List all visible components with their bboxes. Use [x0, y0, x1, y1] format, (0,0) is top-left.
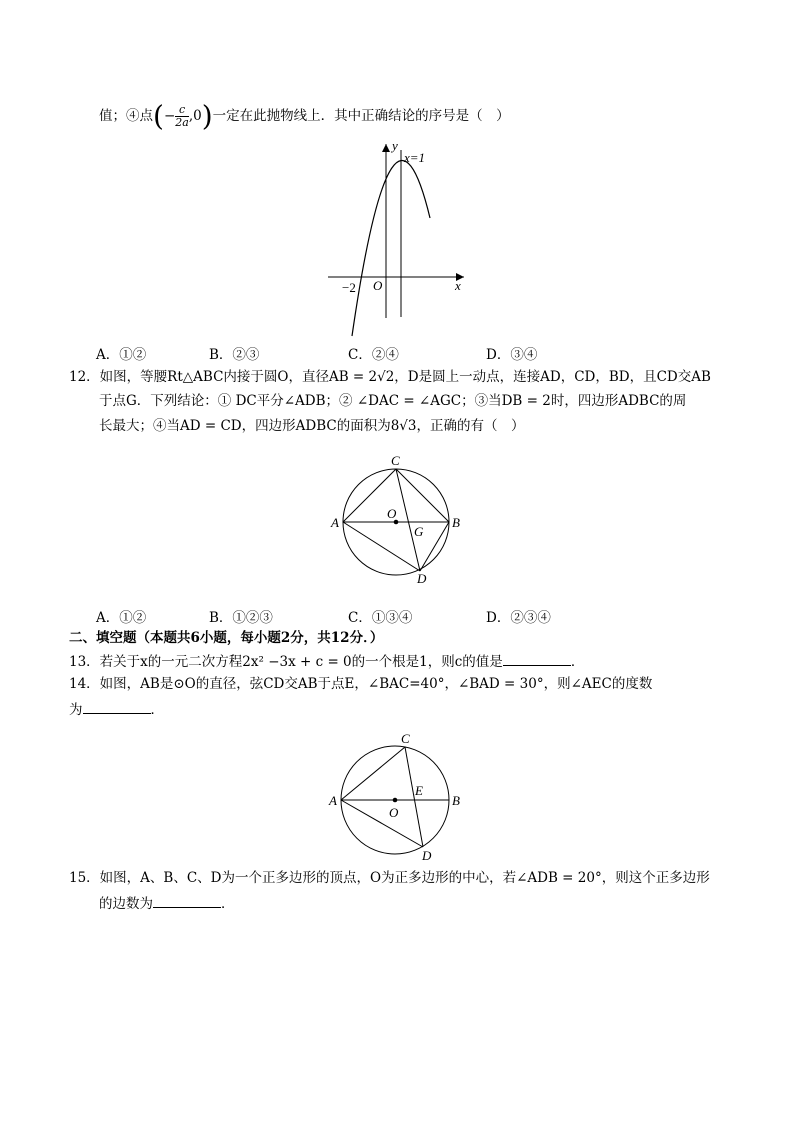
- section-title: 二、填空题（本题共6小题，每小题2分，共12分．）: [69, 630, 384, 646]
- q11-text-suffix: 一定在此抛物线上．其中正确结论的序号是（ ）: [212, 108, 510, 124]
- q12-option-b[interactable]: B．①②③: [209, 610, 273, 626]
- tick-minus-two: −2: [342, 280, 356, 295]
- q14-answer-blank[interactable]: [83, 699, 151, 714]
- label-b: B: [452, 515, 460, 530]
- label-c: C: [391, 453, 400, 468]
- q12-circle-figure: [328, 452, 468, 587]
- q12-option-c[interactable]: C．①③④: [348, 610, 413, 626]
- q12-option-a[interactable]: A．①②: [96, 610, 147, 626]
- fraction-numerator: c: [175, 104, 189, 117]
- q11-parabola-figure: [322, 140, 472, 340]
- q13-answer-blank[interactable]: [503, 651, 571, 666]
- label-d: D: [417, 571, 427, 586]
- point-neg-sign: −: [163, 108, 176, 124]
- symmetry-label: x=1: [404, 150, 426, 165]
- q13-text: 13．若关于x的一元二次方程2x² −3x + c = 0的一个根是1，则c的值是: [69, 654, 503, 670]
- q11-text-prefix: 值；④点: [99, 108, 153, 124]
- q15-answer-blank[interactable]: [153, 893, 221, 908]
- paren-right: ): [201, 99, 213, 133]
- chord-ac: [341, 747, 405, 800]
- q12-line2: 于点G．下列结论：① DC平分∠ADB；② ∠DAC = ∠AGC；③当DB = 2时，四边形ADBC的周: [99, 393, 687, 409]
- label-o: O: [387, 506, 397, 521]
- label-b: B: [452, 793, 460, 808]
- label-a: A: [331, 515, 339, 530]
- q11-line1: [99, 99, 510, 133]
- q11-option-d[interactable]: D．③④: [486, 347, 538, 363]
- x-label: x: [455, 278, 461, 293]
- q12-option-d[interactable]: D．②③④: [486, 610, 551, 626]
- label-c: C: [401, 731, 410, 746]
- origin-label: O: [373, 278, 383, 293]
- q13-line: [69, 651, 584, 672]
- label-d: D: [422, 848, 432, 863]
- q14-end: ．: [150, 702, 164, 718]
- q15-line2: [99, 893, 235, 914]
- q15-prefix: 的边数为: [99, 896, 153, 912]
- q14-circle-figure: [325, 730, 470, 865]
- label-o: O: [389, 805, 399, 820]
- y-axis-arrow: [382, 144, 390, 152]
- segment-ad: [343, 522, 420, 571]
- point-y: ,0: [188, 108, 202, 124]
- q14-line1: 14．如图，AB是⊙O的直径，弦CD交AB于点E，∠BAC=40°，∠BAD = 30°，则∠AEC的度数: [69, 676, 653, 692]
- segment-bd: [420, 522, 449, 571]
- chord-ad: [341, 800, 423, 847]
- q15-end: ．: [221, 896, 235, 912]
- q11-option-a[interactable]: A．①②: [96, 347, 147, 363]
- segment-cd: [396, 469, 420, 571]
- point-fraction: [175, 104, 189, 129]
- fraction-denominator: 2a: [175, 116, 189, 129]
- label-a: A: [329, 793, 337, 808]
- q15-line1: 15．如图，A、B、C、D为一个正多边形的顶点，O为正多边形的中心，若∠ADB = 20°，则这个正多边形: [69, 870, 710, 886]
- q12-line3: 长最大；④当AD = CD，四边形ADBC的面积为8√3，正确的有（ ）: [99, 418, 525, 434]
- segment-bc: [396, 469, 449, 522]
- center-point: [393, 798, 398, 803]
- q13-end: ．: [570, 654, 585, 670]
- parabola-curve: [352, 160, 430, 336]
- q14-line2: [69, 699, 164, 720]
- paren-left: (: [153, 99, 164, 133]
- label-e: E: [415, 783, 423, 798]
- label-g: G: [414, 524, 424, 539]
- q11-option-b[interactable]: B．②③: [209, 347, 260, 363]
- q12-line1: 12．如图，等腰Rt△ABC内接于圆O，直径AB = 2√2，D是圆上一动点，连接AD，CD，BD，且CD交AB: [69, 369, 711, 385]
- q11-option-c[interactable]: C．②④: [348, 347, 399, 363]
- y-label: y: [392, 140, 398, 153]
- q14-prefix: 为: [69, 702, 83, 718]
